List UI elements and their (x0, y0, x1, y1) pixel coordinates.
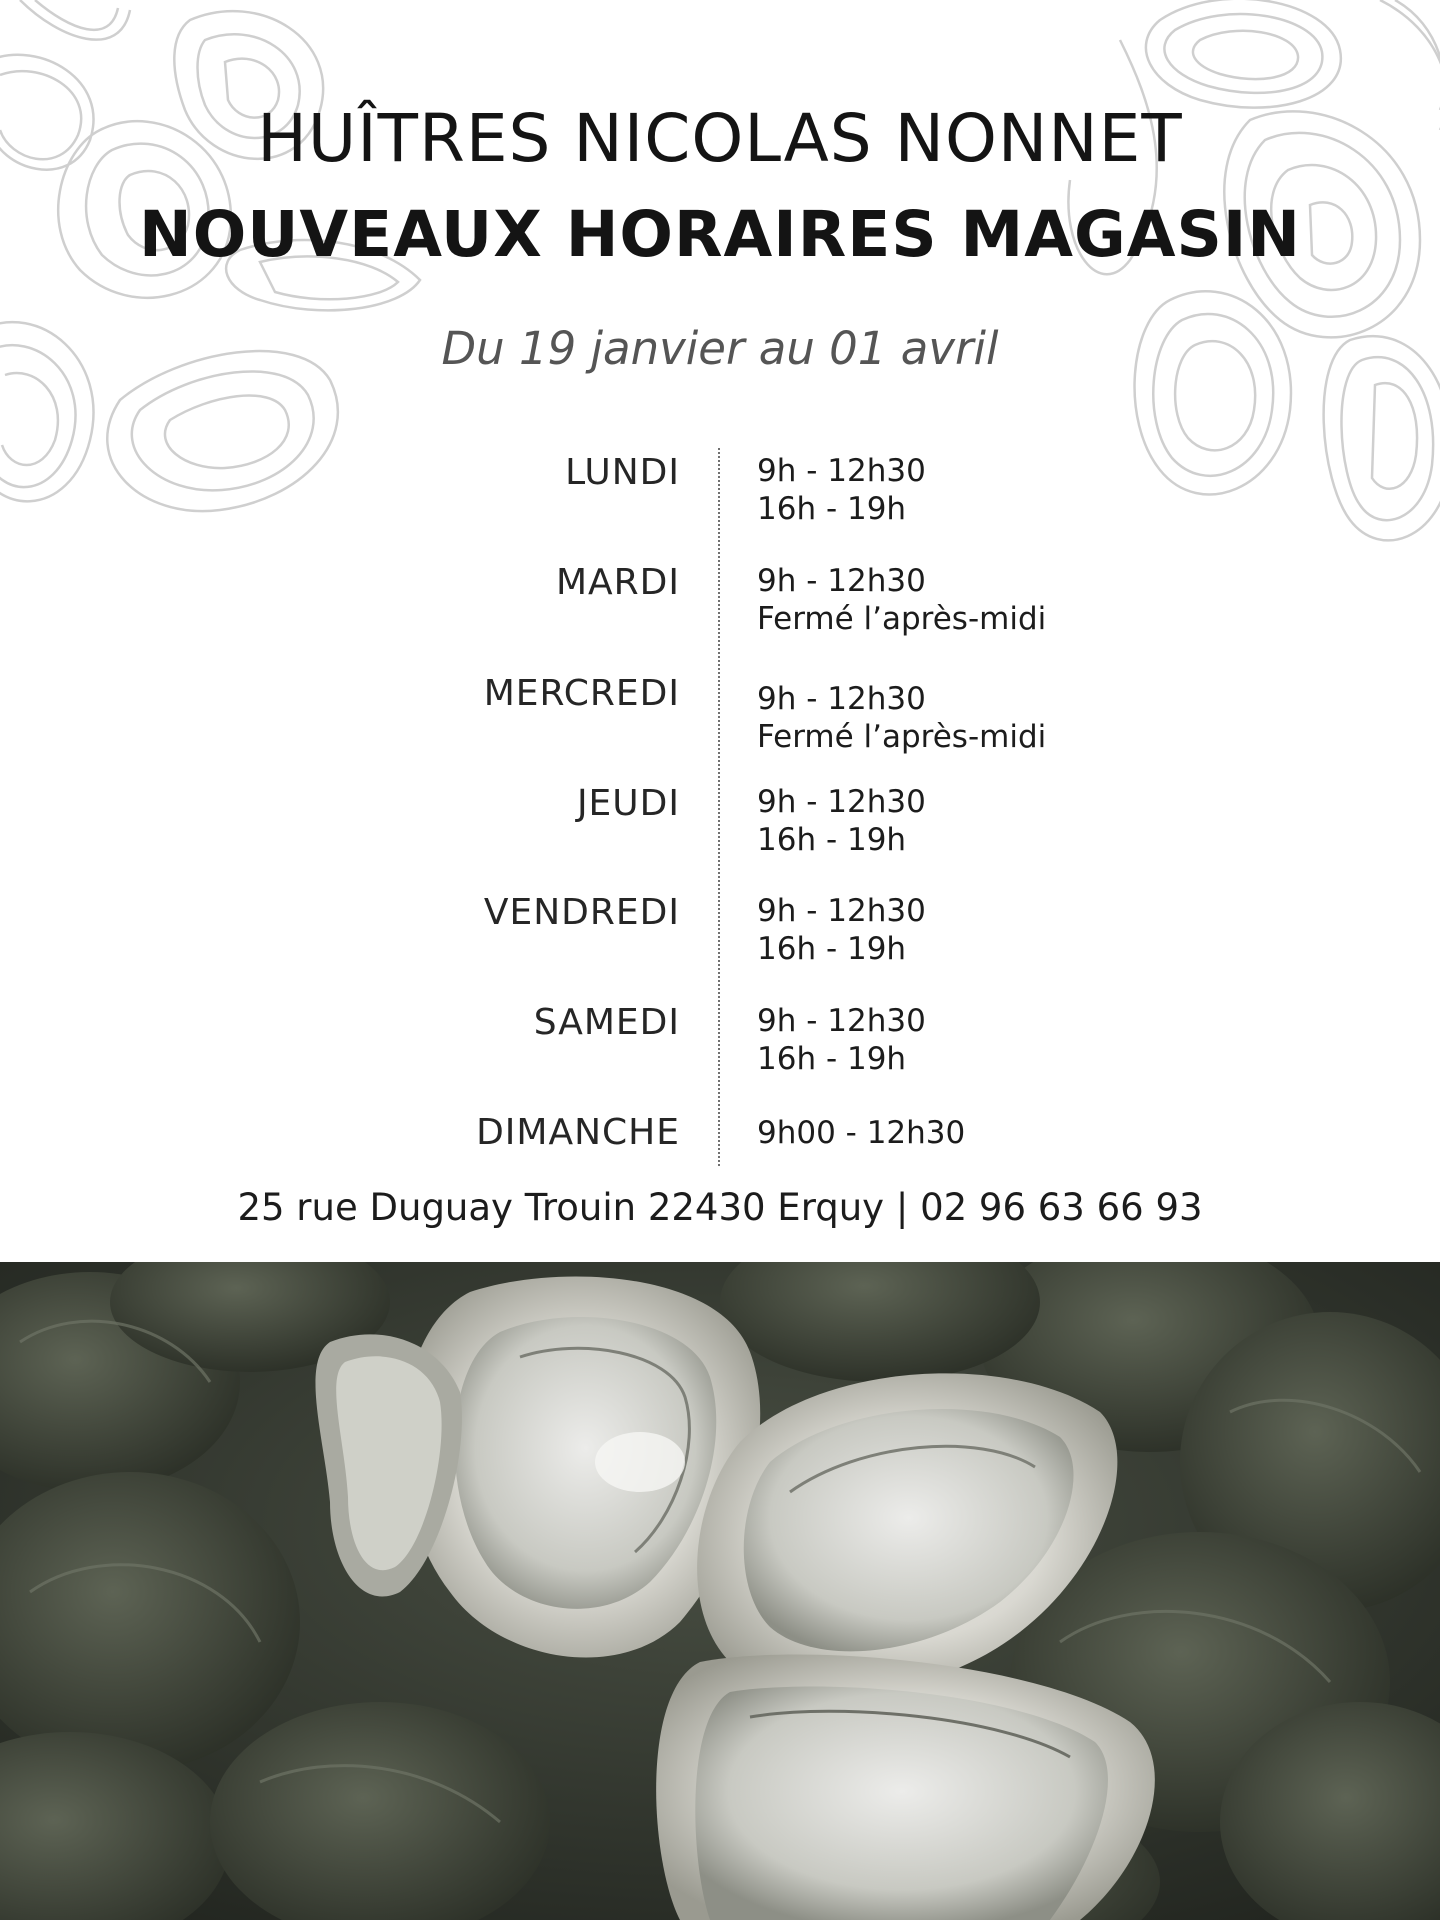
schedule-hours (757, 1002, 926, 1078)
oysters-photo (0, 1262, 1440, 1920)
schedule-hours-line: Fermé l’après-midi (757, 719, 1047, 755)
schedule-hours (757, 1114, 965, 1152)
schedule-hours-line: 9h - 12h30 (757, 1003, 926, 1039)
schedule-hours-line: 16h - 19h (757, 1041, 907, 1077)
schedule-day-label: SAMEDI (533, 1002, 680, 1043)
date-range: Du 19 janvier au 01 avril (441, 322, 999, 375)
page-subtitle: NOUVEAUX HORAIRES MAGASIN (138, 198, 1301, 271)
schedule-hours (757, 892, 926, 968)
store-address: 25 rue Duguay Trouin 22430 Erquy | 02 96 63 66 93 (237, 1186, 1203, 1229)
page-title: HUÎTRES NICOLAS NONNET (257, 100, 1183, 177)
schedule-hours-line: 9h - 12h30 (757, 453, 926, 489)
schedule-day-label: MARDI (555, 562, 680, 603)
schedule-day-label: VENDREDI (483, 892, 680, 933)
schedule-hours-line: 9h - 12h30 (757, 784, 926, 820)
schedule-day-label: LUNDI (565, 452, 680, 493)
schedule-hours-line: 9h - 12h30 (757, 681, 926, 717)
schedule-hours (757, 452, 926, 528)
schedule-hours-line: 16h - 19h (757, 931, 907, 967)
oyster-outline-icon (107, 351, 338, 511)
schedule-hours (757, 680, 1046, 756)
schedule-day-label: MERCREDI (483, 673, 680, 714)
oyster-outline-icon (1146, 0, 1341, 108)
schedule-day-label: DIMANCHE (476, 1112, 680, 1153)
schedule-hours-line: 9h00 - 12h30 (757, 1115, 966, 1151)
schedule-hours-line: Fermé l’après-midi (757, 601, 1047, 637)
schedule-hours-line: 9h - 12h30 (757, 893, 926, 929)
schedule-hours-line: 9h - 12h30 (757, 563, 926, 599)
schedule-divider (718, 448, 720, 1166)
schedule-hours-line: 16h - 19h (757, 822, 907, 858)
schedule-hours-line: 16h - 19h (757, 491, 907, 527)
schedule-hours (757, 562, 1046, 638)
schedule-hours (757, 783, 926, 859)
schedule-day-label: JEUDI (576, 783, 680, 824)
